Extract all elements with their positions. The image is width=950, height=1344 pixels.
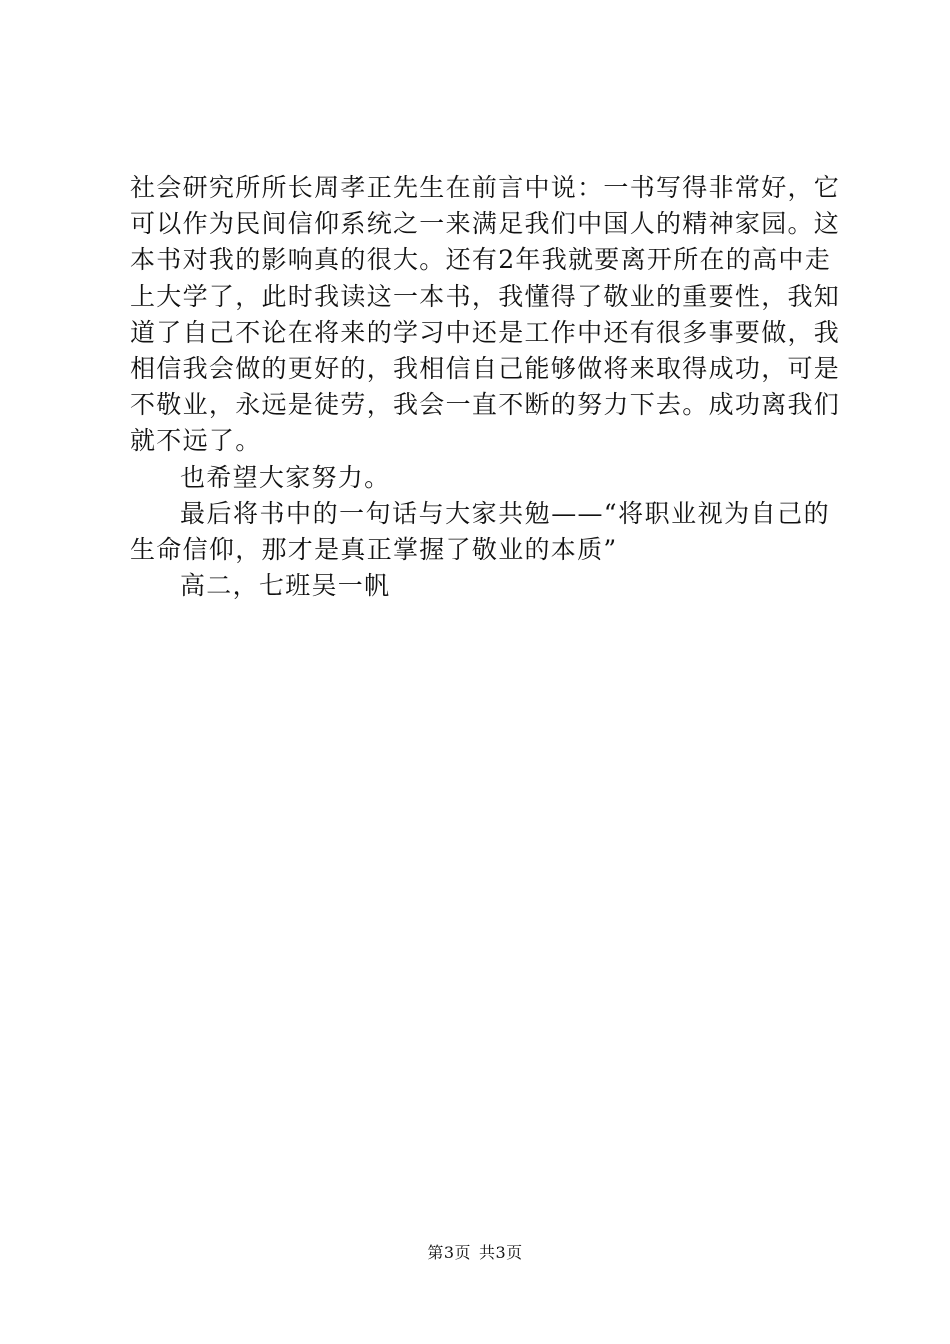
paragraph-line: 可以作为民间信仰系统之一来满足我们中国人的精神家园。这 (130, 209, 841, 239)
paragraph-line: 就不远了。 (130, 426, 262, 456)
paragraph-hope: 也希望大家努力。 (180, 462, 391, 492)
paragraph-line: 本书对我的影响真的很大。还有2年我就要离开所在的高中走 (130, 245, 832, 275)
page-total: 共3页 (479, 1243, 523, 1262)
paragraph-line: 不敬业，永远是徒劳，我会一直不断的努力下去。成功离我们 (130, 390, 841, 420)
paragraph-line: 相信我会做的更好的，我相信自己能够做将来取得成功，可是 (130, 353, 841, 383)
page-number: 第3页 (427, 1243, 471, 1262)
document-body (130, 170, 841, 604)
author-signature: 高二，七班吴一帆 (180, 571, 391, 601)
paragraph-quote (130, 496, 830, 568)
page-footer (0, 1240, 950, 1263)
paragraph-reflection (130, 170, 841, 460)
paragraph-line: 最后将书中的一句话与大家共勉——“将职业视为自己的 (180, 498, 830, 528)
paragraph-line: 生命信仰，那才是真正掌握了敬业的本质” (130, 534, 618, 564)
paragraph-line: 上大学了，此时我读这一本书，我懂得了敬业的重要性，我知 (130, 281, 841, 311)
paragraph-line: 道了自己不论在将来的学习中还是工作中还有很多事要做，我 (130, 317, 841, 347)
paragraph-line: 社会研究所所长周孝正先生在前言中说：一书写得非常好，它 (130, 173, 841, 202)
